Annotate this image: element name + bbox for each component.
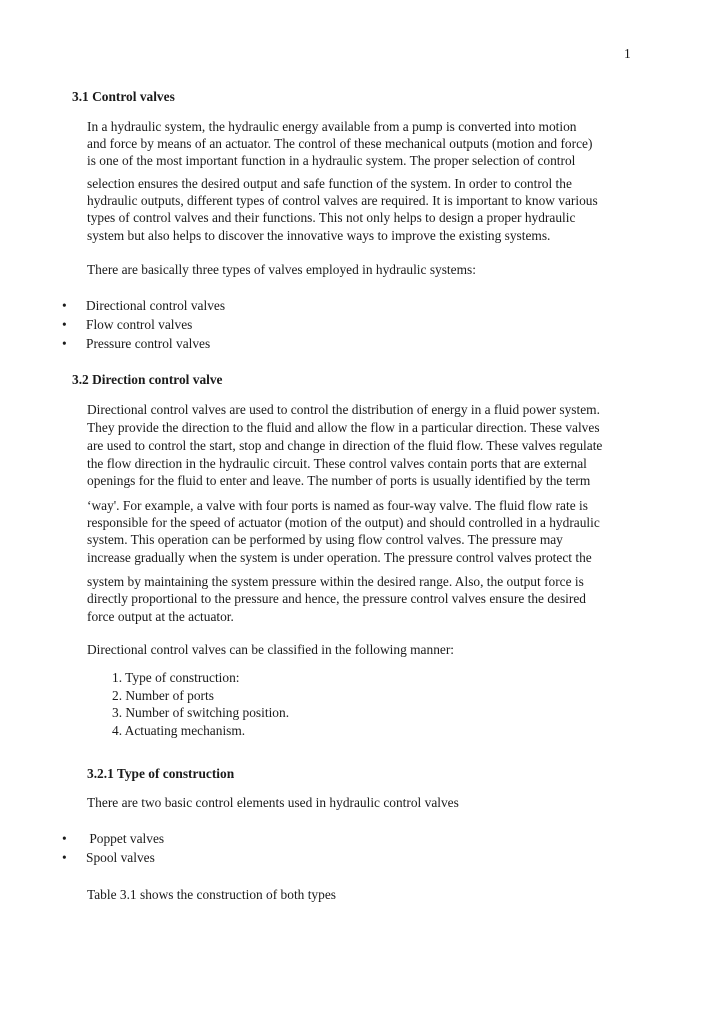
section-3-1-heading: 3.1 Control valves	[72, 89, 175, 104]
paragraph-line: system. This operation can be performed by using flow control valves. The pressure may	[87, 532, 563, 547]
classification-intro: Directional control valves can be classified in the following manner:	[87, 642, 455, 657]
paragraph-line: force output at the actuator.	[87, 609, 234, 624]
section-3-2-heading: 3.2 Direction control valve	[72, 372, 223, 387]
list-item: Directional control valves	[86, 298, 226, 313]
paragraph-line: ‘way'. For example, a valve with four ports is named as four-way valve. The fluid flow rate is	[87, 498, 588, 513]
paragraph-line: directly proportional to the pressure and hence, the pressure control valves ensure the desired	[87, 591, 586, 606]
paragraph-line: system but also helps to discover the innovative ways to improve the existing systems.	[87, 228, 551, 243]
paragraph-line: types of control valves and their functions. This not only helps to design a proper hydraulic	[87, 210, 576, 225]
bullet-icon: •	[62, 298, 67, 313]
bullet-icon: •	[62, 317, 67, 332]
paragraph-line: selection ensures the desired output and safe function of the system. In order to control the	[87, 176, 572, 191]
section-3-2-1-heading: 3.2.1 Type of construction	[87, 766, 235, 781]
list-item: Flow control valves	[86, 317, 193, 332]
paragraph-line: are used to control the start, stop and change in direction of the fluid flow. These valves regulate	[87, 438, 603, 453]
paragraph-line: hydraulic outputs, different types of control valves are required. It is important to know various	[87, 193, 598, 208]
page-number: 1	[624, 46, 631, 61]
bullet-icon: •	[62, 831, 67, 846]
paragraph-line: In a hydraulic system, the hydraulic energy available from a pump is converted into motion	[87, 119, 577, 134]
control-elements-intro: There are two basic control elements used in hydraulic control valves	[87, 795, 459, 810]
paragraph-line: They provide the direction to the fluid and allow the flow in a particular direction. These valves	[87, 420, 600, 435]
list-item: 3. Number of switching position.	[112, 705, 290, 720]
bullet-icon: •	[62, 336, 67, 351]
list-item: 1. Type of construction:	[112, 670, 240, 685]
paragraph-line: increase gradually when the system is under operation. The pressure control valves protect the	[87, 550, 592, 565]
paragraph-line: Directional control valves are used to control the distribution of energy in a fluid power system.	[87, 402, 600, 417]
list-item: 4. Actuating mechanism.	[112, 723, 246, 738]
list-item: Spool valves	[86, 850, 155, 865]
paragraph-line: is one of the most important function in a hydraulic system. The proper selection of control	[87, 153, 576, 168]
paragraph-line: openings for the fluid to enter and leave. The number of ports is usually identified by the term	[87, 473, 591, 488]
paragraph-line: system by maintaining the system pressure within the desired range. Also, the output force is	[87, 574, 584, 589]
valve-types-intro: There are basically three types of valves employed in hydraulic systems:	[87, 262, 476, 277]
paragraph-line: and force by means of an actuator. The control of these mechanical outputs (motion and force)	[87, 136, 593, 151]
paragraph-line: the flow direction in the hydraulic circuit. These control valves contain ports that are external	[87, 456, 587, 471]
list-item: Pressure control valves	[86, 336, 211, 351]
list-item: Poppet valves	[86, 831, 165, 846]
bullet-icon: •	[62, 850, 67, 865]
list-item: 2. Number of ports	[112, 688, 214, 703]
table-reference: Table 3.1 shows the construction of both types	[87, 887, 336, 902]
paragraph-line: responsible for the speed of actuator (motion of the output) and should controlled in a hydraulic	[87, 515, 600, 530]
